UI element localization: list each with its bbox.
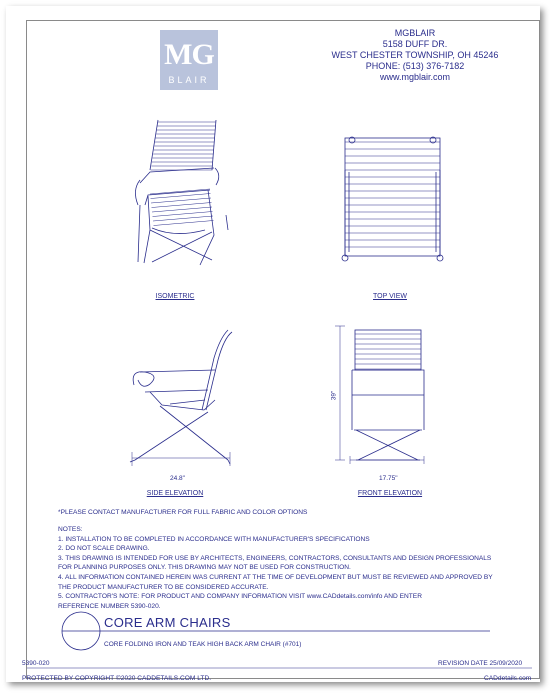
company-phone: PHONE: (513) 376-7182 [365,61,465,71]
drawing-title: CORE ARM CHAIRS [104,615,231,630]
note-line: THE PRODUCT MANUFACTURER TO BE CONSIDERED ACCURATE. [58,583,269,591]
side-width-dimension: 24.8" [170,475,185,482]
side-elevation-drawing [130,330,232,464]
note-line: 4. ALL INFORMATION CONTAINED HEREIN WAS CURRENT AT THE TIME OF DEVELOPMENT BUT MUST BE REVIEWED AND APPROVED BY [58,573,493,581]
note-line: 1. INSTALLATION TO BE COMPLETED IN ACCORDANCE WITH MANUFACTURER'S SPECIFICATIONS [58,535,370,543]
front-height-dimension: 39" [330,390,338,401]
note-line: FOR PLANNING PURPOSES ONLY. THIS DRAWING MAY NOT BE USED FOR CONSTRUCTION. [58,564,351,572]
front-elevation-drawing [352,330,424,460]
isometric-label: ISOMETRIC [155,293,195,300]
isometric-chair-drawing [135,120,228,265]
company-website: www.mgblair.com [379,72,451,82]
revision-date: REVISION DATE 25/09/2020 [438,660,523,667]
slat-line [152,203,212,208]
logo-text: MG [164,38,214,71]
notes-block [58,525,493,611]
contact-note: *PLEASE CONTACT MANUFACTURER FOR FULL FABRIC AND COLOR OPTIONS [58,509,308,516]
caddetails-link[interactable]: CADdetails.com [484,675,532,682]
note-line: REFERENCE NUMBER 5390-020. [58,602,161,610]
note-line: 5. CONTRACTOR'S NOTE: FOR PRODUCT AND COMPANY INFORMATION VISIT www.CADdetails.com/info AND ENTER [58,593,422,601]
notes-heading: NOTES: [58,526,83,533]
top-view-label: TOP VIEW [373,293,407,300]
slat-line [151,198,211,203]
reference-number: 5390-020 [22,660,50,667]
front-width-dimension: 17.75" [379,475,398,482]
company-street: 5158 DUFF DR. [382,39,448,49]
drawing-subtitle: CORE FOLDING IRON AND TEAK HIGH BACK ARM CHAIR (#701) [104,641,302,648]
slat-line [153,212,213,217]
copyright-text: PROTECTED BY COPYRIGHT ©2020 CADDETAILS.COM LTD. [22,675,212,682]
company-city: WEST CHESTER TOWNSHIP, OH 45246 [331,50,499,60]
slat-line [150,189,210,194]
note-line: 3. THIS DRAWING IS INTENDED FOR USE BY ARCHITECTS, ENGINEERS, CONTRACTORS, CONSULTANTS AND DESIGN PROFESSIONALS [58,554,492,562]
logo-subtext: BLAIR [168,75,210,85]
slat-line [154,221,214,226]
note-line: 2. DO NOT SCALE DRAWING. [58,545,150,553]
slat-line [153,216,213,221]
top-view-drawing [342,137,443,261]
slat-line [152,207,212,212]
company-name: MGBLAIR [394,28,436,38]
side-elevation-label: SIDE ELEVATION [146,490,204,497]
front-elevation-label: FRONT ELEVATION [357,490,423,497]
